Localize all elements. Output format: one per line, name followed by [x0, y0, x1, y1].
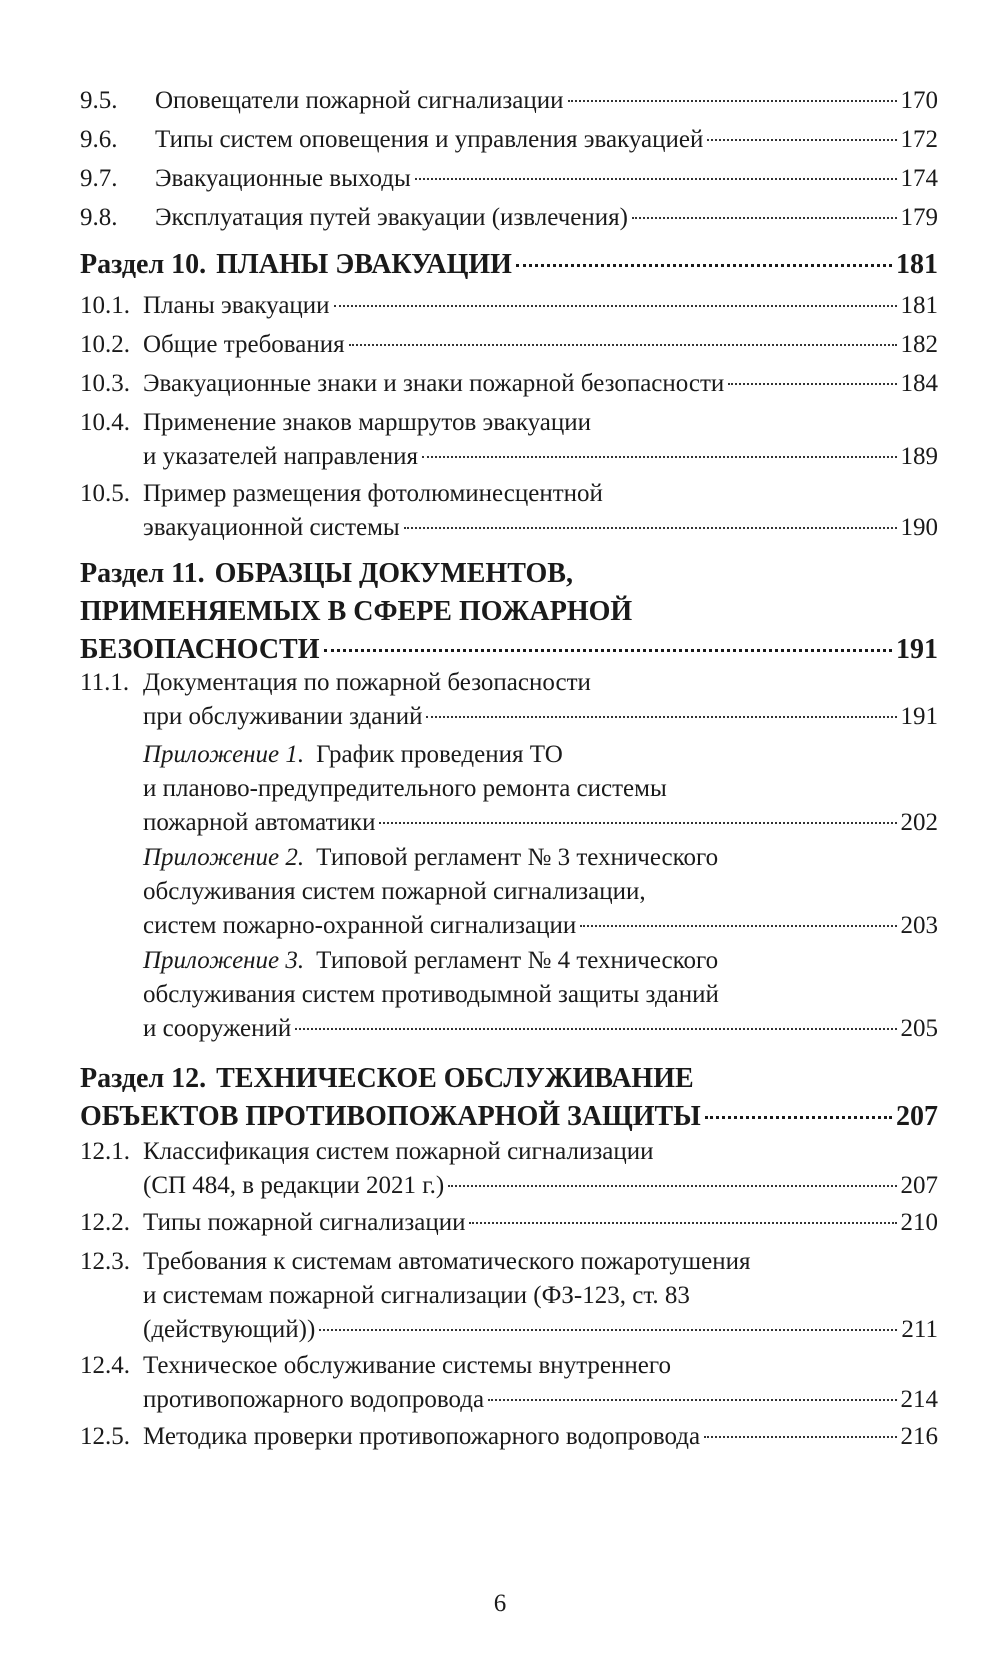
- toc-entry-line: [143, 978, 938, 1012]
- toc-subsection-entry: [80, 406, 938, 474]
- toc-page-ref: 202: [900, 809, 938, 836]
- toc-entry-title: ОБЪЕКТОВ ПРОТИВОПОЖАРНОЙ ЗАЩИТЫ: [80, 1101, 701, 1132]
- toc-section-heading: [80, 1060, 938, 1136]
- toc-entry-number: 9.7.: [80, 165, 118, 192]
- toc-leader-dots: [707, 139, 896, 141]
- toc-page-ref: 182: [900, 331, 938, 358]
- toc-entry-last-line: [155, 84, 938, 118]
- section-prefix: Раздел 10.: [80, 249, 207, 280]
- toc-entry-last-line: [143, 909, 938, 943]
- toc-entry-title: ПЛАНЫ ЭВАКУАЦИИ: [216, 249, 512, 280]
- toc-subsection-entry: [80, 1206, 938, 1240]
- toc-entry-number: 10.1.: [80, 292, 130, 319]
- toc-entry-title: (СП 484, в редакции 2021 г.): [143, 1172, 445, 1199]
- toc-leader-dots: [349, 344, 897, 346]
- toc-entry-line: Документация по пожарной безопасности: [143, 669, 591, 696]
- toc-appendix-entry: [80, 841, 938, 943]
- toc-entry-title: эвакуационной системы: [143, 514, 400, 541]
- toc-entry-last-line: [155, 162, 938, 196]
- toc-entry-line: Пример размещения фотолюминесцентной: [143, 480, 603, 507]
- appendix-title-line: График проведения ТО: [316, 741, 563, 768]
- section-title-line: ОБРАЗЦЫ ДОКУМЕНТОВ,: [214, 558, 573, 589]
- toc-subsection-entry: [80, 477, 938, 545]
- toc-entry-last-line: [143, 1206, 938, 1240]
- toc-entry-text: [80, 162, 938, 196]
- toc-page-ref: 211: [901, 1316, 938, 1343]
- toc-leader-dots: [448, 1185, 896, 1187]
- toc-entry-line: Требования к системам автоматического пожаротушения: [143, 1248, 751, 1275]
- toc-section-heading: [80, 246, 938, 284]
- toc-entry-text: [80, 406, 938, 474]
- appendix-label: Приложение 1.: [143, 741, 305, 768]
- toc-entry-number: 12.5.: [80, 1423, 130, 1450]
- appendix-title-line: и планово-предупредительного ремонта системы: [143, 775, 667, 802]
- toc-entry-title: Оповещатели пожарной сигнализации: [155, 87, 564, 114]
- toc-subsection-entry: [80, 1245, 938, 1347]
- toc-leader-dots: [568, 100, 897, 102]
- toc-entry-number: 12.4.: [80, 1352, 130, 1379]
- toc-entry-number: 9.6.: [80, 126, 118, 153]
- toc-page-ref: 191: [900, 703, 938, 730]
- section-title-line: ПРИМЕНЯЕМЫХ В СФЕРЕ ПОЖАРНОЙ: [80, 596, 633, 627]
- toc-leader-dots: [426, 716, 896, 718]
- toc-entry-text: [80, 1420, 938, 1454]
- toc-leader-dots: [324, 649, 893, 652]
- toc-entry-title: Методика проверки противопожарного водопровода: [143, 1423, 701, 1450]
- toc-entry-line: и системам пожарной сигнализации (ФЗ-123, ст. 83: [143, 1282, 690, 1309]
- appendix-title-line: Типовой регламент № 3 технического: [316, 844, 719, 871]
- toc-entry-number: 9.8.: [80, 204, 118, 231]
- toc-entry-text: [80, 246, 938, 284]
- toc-page-ref: 210: [900, 1209, 938, 1236]
- toc-entry-last-line: [80, 1098, 938, 1136]
- toc-page-ref: 181: [896, 249, 938, 280]
- toc-page-ref: 190: [900, 514, 938, 541]
- toc-entry-text: [80, 1206, 938, 1240]
- toc-entry-title: Эвакуационные выходы: [155, 165, 411, 192]
- section-title-line: ТЕХНИЧЕСКОЕ ОБСЛУЖИВАНИЕ: [216, 1063, 694, 1094]
- toc-leader-dots: [632, 217, 897, 219]
- toc-subsection-entry: [80, 123, 938, 157]
- toc-subsection-entry: [80, 289, 938, 323]
- toc-entry-title: Эксплуатация путей эвакуации (извлечения): [155, 204, 628, 231]
- toc-entry-line: [143, 944, 938, 978]
- toc-entry-number: 10.2.: [80, 331, 130, 358]
- toc-page-ref: 172: [900, 126, 938, 153]
- toc-entry-text: [80, 123, 938, 157]
- toc-entry-line: Техническое обслуживание системы внутреннего: [143, 1352, 672, 1379]
- appendix-title-line: обслуживания систем противодымной защиты зданий: [143, 981, 719, 1008]
- appendix-title-line: Типовой регламент № 4 технического: [316, 947, 719, 974]
- toc-page-ref: 205: [900, 1015, 938, 1042]
- toc-subsection-entry: [80, 162, 938, 196]
- toc-entry-title: Типы систем оповещения и управления эвакуацией: [155, 126, 704, 153]
- toc-page-ref: 214: [900, 1386, 938, 1413]
- toc-entry-title: при обслуживании зданий: [143, 703, 423, 730]
- toc-entry-last-line: [143, 806, 938, 840]
- toc-subsection-entry: [80, 1349, 938, 1417]
- section-prefix: Раздел 11.: [80, 558, 205, 589]
- toc-entry-number: 12.3.: [80, 1248, 130, 1275]
- toc-entry-last-line: [143, 367, 938, 401]
- toc-entry-number: 9.5.: [80, 87, 118, 114]
- toc-leader-dots: [319, 1329, 897, 1331]
- toc-entry-line: [143, 841, 938, 875]
- toc-entry-text: [80, 1245, 938, 1347]
- toc-entry-text: [80, 201, 938, 235]
- toc-entry-text: [80, 328, 938, 362]
- toc-entry-number: 10.4.: [80, 409, 130, 436]
- toc-leader-dots: [705, 1116, 892, 1119]
- toc-leader-dots: [728, 383, 896, 385]
- toc-entry-text: [80, 289, 938, 323]
- toc-entry-text: [80, 1349, 938, 1417]
- toc-entry-last-line: [143, 1383, 938, 1417]
- toc-entry-last-line: [143, 511, 938, 545]
- toc-entry-title: Планы эвакуации: [143, 292, 330, 319]
- toc-entry-number: 10.5.: [80, 480, 130, 507]
- toc-entry-last-line: [143, 700, 938, 734]
- toc-leader-dots: [469, 1222, 896, 1224]
- toc-entry-text: [80, 477, 938, 545]
- toc-page-ref: 203: [900, 912, 938, 939]
- toc-entry-text: [80, 666, 938, 734]
- toc-page-ref: 170: [900, 87, 938, 114]
- toc-entry-title: БЕЗОПАСНОСТИ: [80, 634, 320, 665]
- toc-entry-line: [80, 593, 938, 631]
- toc-entry-title: противопожарного водопровода: [143, 1386, 485, 1413]
- toc-entry-last-line: [143, 440, 938, 474]
- toc-leader-dots: [422, 456, 897, 458]
- toc-leader-dots: [415, 178, 897, 180]
- appendix-label: Приложение 3.: [143, 947, 305, 974]
- toc-entry-title: Типы пожарной сигнализации: [143, 1209, 466, 1236]
- toc-entry-title: пожарной автоматики: [143, 809, 376, 836]
- toc-entry-line: [80, 1060, 938, 1098]
- toc-entry-line: [143, 772, 938, 806]
- toc-entry-number: 10.3.: [80, 370, 130, 397]
- toc-section-heading: [80, 555, 938, 669]
- toc-page-ref: 189: [900, 443, 938, 470]
- toc-leader-dots: [704, 1436, 896, 1438]
- toc-leader-dots: [404, 527, 897, 529]
- section-prefix: Раздел 12.: [80, 1063, 207, 1094]
- page-number: 6: [493, 1590, 507, 1617]
- toc-page-ref: 191: [896, 634, 938, 665]
- toc-subsection-entry: [80, 328, 938, 362]
- toc-entry-line: [80, 555, 938, 593]
- toc-leader-dots: [580, 925, 896, 927]
- toc-leader-dots: [379, 822, 896, 824]
- toc-entry-title: Общие требования: [143, 331, 345, 358]
- toc-page-ref: 216: [900, 1423, 938, 1450]
- toc-subsection-entry: [80, 666, 938, 734]
- toc-subsection-entry: [80, 1420, 938, 1454]
- toc-entry-last-line: [143, 1420, 938, 1454]
- toc-entry-line: Применение знаков маршрутов эвакуации: [143, 409, 592, 436]
- toc-page-ref: 184: [900, 370, 938, 397]
- toc-leader-dots: [488, 1399, 896, 1401]
- toc-leader-dots: [334, 305, 897, 307]
- toc-entry-last-line: [143, 1169, 938, 1203]
- toc-subsection-entry: [80, 367, 938, 401]
- toc-entry-title: систем пожарно-охранной сигнализации: [143, 912, 577, 939]
- toc-entry-line: [143, 738, 938, 772]
- toc-entry-last-line: [80, 631, 938, 669]
- toc-entry-last-line: [155, 201, 938, 235]
- appendix-title-line: обслуживания систем пожарной сигнализации,: [143, 878, 646, 905]
- toc-entry-text: [80, 1135, 938, 1203]
- toc-entry-last-line: [155, 123, 938, 157]
- toc-entry-text: [80, 841, 938, 943]
- toc-entry-last-line: [143, 1012, 938, 1046]
- toc-entry-last-line: [143, 328, 938, 362]
- toc-subsection-entry: [80, 201, 938, 235]
- toc-entry-title: и указателей направления: [143, 443, 418, 470]
- toc-entry-text: [80, 738, 938, 840]
- toc-leader-dots: [516, 264, 892, 267]
- toc-entry-number: 11.1.: [80, 669, 130, 696]
- toc-leader-dots: [295, 1028, 896, 1030]
- toc-entry-last-line: [80, 246, 938, 284]
- toc-entry-text: [80, 555, 938, 669]
- toc-entry-text: [80, 944, 938, 1046]
- toc-entry-text: [80, 84, 938, 118]
- toc-entry-title: Эвакуационные знаки и знаки пожарной безопасности: [143, 370, 725, 397]
- toc-entry-text: [80, 1060, 938, 1136]
- toc-page-ref: 179: [900, 204, 938, 231]
- toc-appendix-entry: [80, 944, 938, 1046]
- toc-page-ref: 174: [900, 165, 938, 192]
- toc-appendix-entry: [80, 738, 938, 840]
- toc-subsection-entry: [80, 84, 938, 118]
- toc-entry-number: 12.1.: [80, 1138, 130, 1165]
- appendix-label: Приложение 2.: [143, 844, 305, 871]
- toc-page-ref: 181: [900, 292, 938, 319]
- toc-entry-number: 12.2.: [80, 1209, 130, 1236]
- toc-entry-text: [80, 367, 938, 401]
- toc-entry-last-line: [143, 1313, 938, 1347]
- toc-entry-last-line: [143, 289, 938, 323]
- toc-page-ref: 207: [900, 1172, 938, 1199]
- toc-entry-title: (действующий)): [143, 1316, 316, 1343]
- toc-page-ref: 207: [896, 1101, 938, 1132]
- toc-entry-line: [143, 875, 938, 909]
- toc-entry-title: и сооружений: [143, 1015, 292, 1042]
- toc-entry-line: Классификация систем пожарной сигнализации: [143, 1138, 654, 1165]
- toc-subsection-entry: [80, 1135, 938, 1203]
